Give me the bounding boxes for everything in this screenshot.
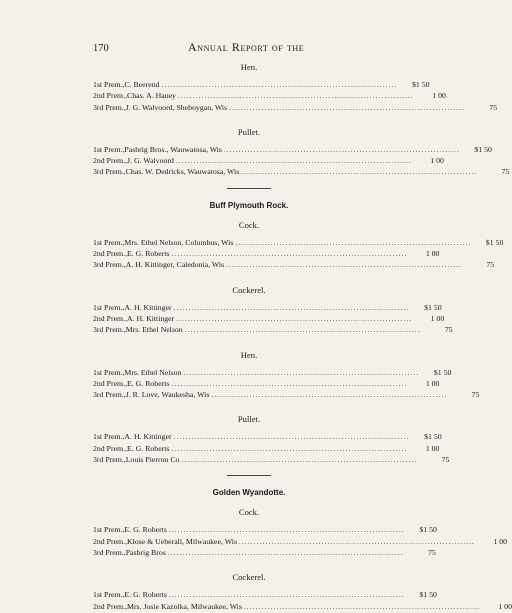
- place-separator: ,: [122, 302, 125, 312]
- place-separator: ,: [125, 601, 128, 611]
- dot-leader: ................................................................................: [176, 314, 413, 323]
- award-row: [93, 144, 492, 155]
- prize-amount: 1 00: [430, 313, 445, 323]
- premium-place: 2nd Prem.: [93, 601, 126, 611]
- class-heading: Pullet.: [237, 414, 261, 425]
- premium-place: 2nd Prem.: [93, 443, 126, 453]
- section-divider: [227, 188, 271, 189]
- place-separator: ,: [125, 313, 128, 323]
- exhibitor-name: Mrs. Ethel Nelson: [125, 325, 183, 335]
- prize-amount: $1 50: [485, 237, 504, 247]
- dot-leader: ................................................................................: [211, 391, 448, 400]
- award-section: [93, 507, 507, 558]
- premium-place: 3rd Prem.: [93, 102, 124, 112]
- place-separator: ,: [125, 91, 128, 101]
- award-row: [93, 601, 512, 612]
- dot-leader: ................................................................................: [173, 303, 410, 312]
- dot-leader: ................................................................................: [173, 433, 410, 442]
- exhibitor-name: J. G. Walvoord, Sheboygan, Wis: [125, 102, 228, 112]
- prize-amount: 75: [427, 547, 436, 557]
- award-row: [93, 389, 480, 400]
- dot-leader: ................................................................................: [168, 526, 405, 535]
- exhibitor-name: Klose & Ueberall, Milwaukee, Wis: [127, 536, 237, 546]
- place-separator: ,: [125, 536, 128, 546]
- premium-place: 1st Prem.: [93, 144, 123, 154]
- place-separator: ,: [123, 167, 126, 177]
- award-section: [93, 572, 512, 612]
- dot-leader: ................................................................................: [171, 379, 408, 388]
- place-separator: ,: [122, 237, 125, 247]
- exhibitor-name: Chas. A. Haney: [127, 91, 176, 101]
- premium-place: 1st Prem.: [93, 367, 123, 377]
- prize-amount: 75: [489, 102, 498, 112]
- premium-place: 2nd Prem.: [93, 156, 126, 166]
- exhibitor-name: Pasbrig Bros: [125, 547, 166, 557]
- breed-heading: Buff Plymouth Rock.: [209, 200, 289, 210]
- premium-place: 2nd Prem.: [93, 313, 126, 323]
- exhibitor-name: J. R. Love, Waukesha, Wis: [125, 390, 210, 400]
- premium-place: 3rd Prem.: [93, 167, 124, 177]
- dot-leader: ................................................................................: [241, 168, 478, 177]
- dot-leader: ................................................................................: [183, 368, 420, 377]
- class-heading: Cock.: [238, 507, 260, 518]
- dot-leader: ................................................................................: [243, 602, 480, 611]
- award-section: [93, 126, 510, 178]
- place-separator: ,: [122, 144, 125, 154]
- section-divider: [227, 475, 271, 476]
- prize-amount: 75: [471, 390, 480, 400]
- dot-leader: ................................................................................: [235, 238, 472, 247]
- prize-amount: $1 50: [424, 302, 442, 312]
- page-header: [93, 40, 403, 55]
- premium-place: 3rd Prem.: [93, 325, 124, 335]
- prize-amount: 75: [501, 167, 510, 177]
- award-row: [93, 454, 450, 465]
- class-heading: Cockerel.: [232, 572, 266, 583]
- prize-amount: 1 00: [425, 443, 440, 453]
- dot-leader: ................................................................................: [229, 103, 466, 112]
- premium-place: 1st Prem.: [93, 80, 123, 89]
- dot-leader: ................................................................................: [175, 157, 412, 166]
- prize-amount: 75: [444, 325, 453, 335]
- premium-list: [93, 62, 512, 612]
- award-row: [93, 324, 453, 335]
- exhibitor-name: Chas. W. Dedricks, Wauwatosa, Wis: [125, 167, 240, 177]
- dot-leader: ................................................................................: [239, 537, 475, 546]
- place-separator: ,: [123, 547, 126, 557]
- prize-amount: 1 00: [493, 536, 507, 546]
- exhibitor-name: C. Beerend: [124, 80, 160, 89]
- place-separator: ,: [122, 80, 125, 89]
- place-separator: ,: [123, 325, 126, 335]
- award-row: [93, 79, 430, 90]
- dot-leader: ................................................................................: [171, 444, 408, 453]
- breed-heading: Golden Wyandotte.: [212, 488, 286, 498]
- prize-amount: 75: [441, 455, 450, 465]
- exhibitor-name: E. G. Roberts: [127, 249, 170, 259]
- premium-place: 1st Prem.: [93, 237, 123, 247]
- running-title: Annual Report of the: [188, 40, 305, 54]
- prize-amount: 1 00: [430, 156, 444, 166]
- exhibitor-name: E. G. Roberts: [127, 443, 170, 453]
- exhibitor-name: E. G. Roberts: [124, 590, 167, 600]
- dot-leader: ................................................................................: [184, 326, 421, 335]
- premium-place: 2nd Prem.: [93, 536, 126, 546]
- class-heading: Pullet.: [237, 126, 261, 137]
- class-heading: Hen.: [240, 349, 258, 360]
- place-separator: ,: [125, 249, 128, 259]
- award-section: [93, 219, 504, 271]
- prize-amount: $1 50: [419, 590, 437, 600]
- premium-place: 3rd Prem.: [93, 260, 124, 270]
- place-separator: ,: [125, 156, 128, 166]
- prize-amount: $1 50: [433, 367, 452, 377]
- class-heading: Cock.: [238, 219, 260, 230]
- exhibitor-name: E. G. Roberts: [127, 378, 170, 388]
- award-row: [93, 90, 446, 101]
- prize-amount: 75: [486, 260, 495, 270]
- exhibitor-name: A. H. Kittinger: [124, 432, 172, 442]
- class-heading: Cockerel.: [232, 284, 266, 295]
- premium-place: 1st Prem.: [93, 590, 123, 600]
- place-separator: ,: [123, 455, 126, 465]
- place-separator: ,: [123, 102, 126, 112]
- class-heading: Hen.: [240, 62, 258, 72]
- award-row: [93, 589, 437, 600]
- dot-leader: ................................................................................: [226, 261, 463, 270]
- award-section: [93, 284, 453, 336]
- exhibitor-name: A. H. Kittinger: [124, 302, 172, 312]
- premium-place: 1st Prem.: [93, 432, 123, 442]
- award-row: [93, 367, 452, 378]
- dot-leader: ................................................................................: [177, 92, 414, 101]
- award-row: [93, 443, 440, 454]
- exhibitor-name: Mrs. Josie Kazolka, Milwaukee, Wis: [127, 601, 242, 611]
- award-row: [93, 166, 510, 177]
- dot-leader: ................................................................................: [167, 548, 404, 557]
- prize-amount: $1 50: [474, 144, 492, 154]
- place-separator: ,: [122, 590, 125, 600]
- prize-amount: 1 00: [498, 601, 512, 611]
- exhibitor-name: Pasbrig Bros., Wauwatosa, Wis: [124, 144, 222, 154]
- award-row: [93, 302, 442, 313]
- exhibitor-name: Mrs. Ethel Nelson, Columbus, Wis: [124, 237, 234, 247]
- award-row: [93, 313, 445, 324]
- exhibitor-name: J. G. Walvoord: [127, 156, 174, 166]
- prize-amount: 1 00: [425, 378, 440, 388]
- award-section: [93, 414, 450, 465]
- award-row: [93, 155, 444, 166]
- prize-amount: $1 50: [419, 525, 437, 535]
- exhibitor-name: A. H. Kittinger: [127, 313, 175, 323]
- award-row: [93, 378, 440, 389]
- place-separator: ,: [122, 367, 125, 377]
- exhibitor-name: Louis Pierron Co: [125, 455, 180, 465]
- premium-place: 3rd Prem.: [93, 455, 124, 465]
- award-row: [93, 431, 442, 442]
- premium-place: 1st Prem.: [93, 302, 123, 312]
- prize-amount: 1 00: [425, 249, 440, 259]
- award-row: [93, 248, 440, 259]
- dot-leader: ................................................................................: [171, 250, 408, 259]
- dot-leader: ................................................................................: [223, 145, 460, 154]
- premium-place: 2nd Prem.: [93, 91, 126, 101]
- award-row: [93, 547, 436, 558]
- premium-place: 2nd Prem.: [93, 249, 126, 259]
- award-section: [93, 62, 498, 113]
- premium-place: 3rd Prem.: [93, 390, 124, 400]
- exhibitor-name: Mrs. Ethel Nelson: [124, 367, 182, 377]
- premium-place: 2nd Prem.: [93, 378, 126, 388]
- place-separator: ,: [123, 390, 126, 400]
- place-separator: ,: [122, 432, 125, 442]
- award-row: [93, 524, 437, 535]
- place-separator: ,: [125, 443, 128, 453]
- prize-amount: $1 50: [411, 80, 430, 89]
- place-separator: ,: [122, 525, 125, 535]
- place-separator: ,: [125, 378, 128, 388]
- dot-leader: ................................................................................: [168, 591, 405, 600]
- dot-leader: ................................................................................: [161, 81, 398, 89]
- page-number: 170: [93, 43, 109, 54]
- award-row: [93, 102, 498, 113]
- exhibitor-name: E. G. Roberts: [124, 525, 167, 535]
- award-row: [93, 237, 504, 248]
- award-row: [93, 536, 507, 547]
- award-row: [93, 259, 495, 270]
- premium-place: 3rd Prem.: [93, 547, 124, 557]
- prize-amount: 1 00: [432, 91, 446, 101]
- premium-place: 1st Prem.: [93, 525, 123, 535]
- award-section: [93, 349, 480, 401]
- exhibitor-name: A. H. Kittinger, Caledonia, Wis: [125, 260, 225, 270]
- dot-leader: ................................................................................: [181, 456, 418, 465]
- place-separator: ,: [123, 260, 126, 270]
- prize-amount: $1 50: [424, 432, 442, 442]
